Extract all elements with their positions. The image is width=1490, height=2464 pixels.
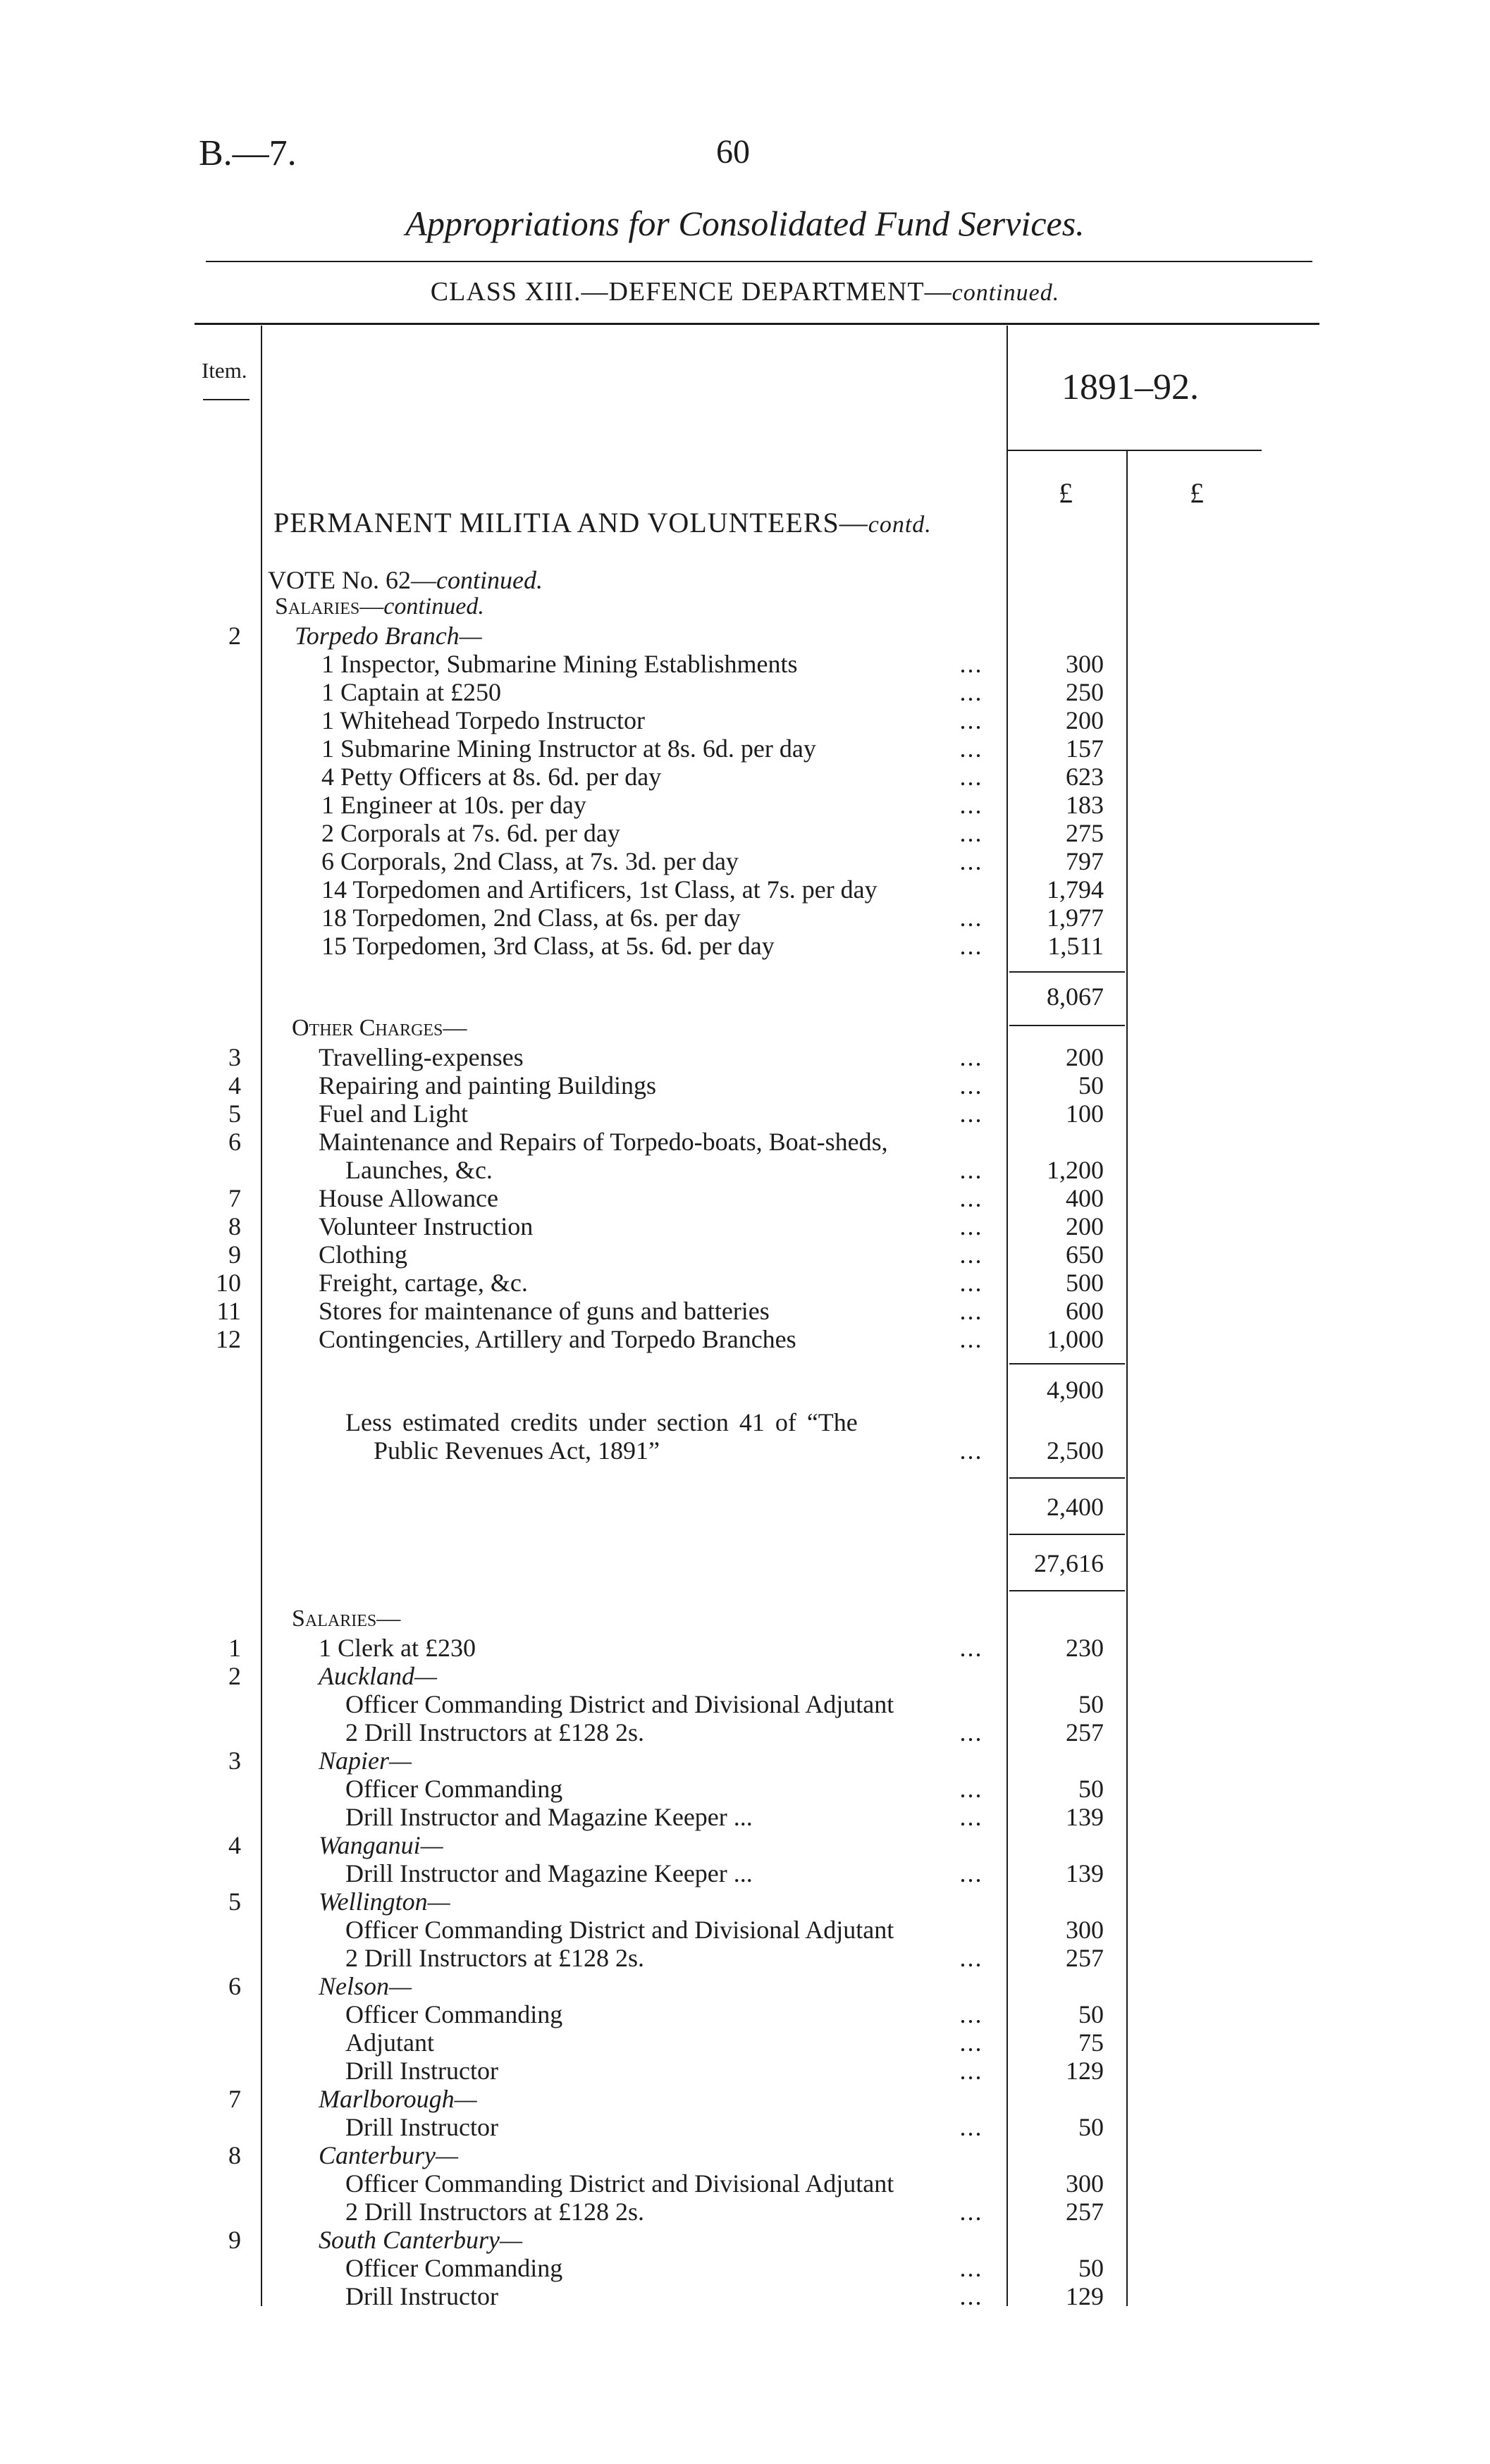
other-charges-subtotal: 4,900 [1047,1376,1104,1404]
item-number: 11 [216,1297,241,1325]
row-description: 2 Drill Instructors at £128 2s. [345,2198,644,2226]
table-row [0,1718,1490,1747]
torpedo-heading-row [0,622,1490,650]
row-description: Repairing and painting Buildings [319,1071,656,1099]
table-row [0,2226,1490,2254]
row-description: 18 Torpedomen, 2nd Class, at 6s. per day [321,904,741,932]
leader-dots: ... [959,1297,983,1325]
table-row [0,904,1490,932]
table-row [0,1043,1490,1071]
row-amount: 183 [1066,791,1104,819]
total-rule [1009,1590,1125,1591]
table-row [0,763,1490,791]
table-row [0,1803,1490,1831]
district-heading: Canterbury— [319,2141,458,2169]
item-number: 7 [228,2085,241,2113]
table-row [0,1831,1490,1859]
leader-dots: ... [959,2113,983,2141]
subtotal-rule [1009,1363,1125,1365]
leader-dots: ... [959,1436,983,1465]
other-charges-subtotal-row [0,1376,1490,1404]
table-row [0,847,1490,875]
table-row [0,734,1490,763]
row-description: 2 Corporals at 7s. 6d. per day [321,819,620,847]
class-continued: continued. [952,280,1060,306]
salaries-label: Salaries— [275,593,384,620]
leader-dots: ... [959,1269,983,1297]
table-row [0,932,1490,960]
row-amount: 129 [1066,2057,1104,2085]
class-title: CLASS XIII.—DEFENCE DEPARTMENT— [430,277,952,307]
item-number: 2 [228,622,241,650]
row-description: 14 Torpedomen and Artificers, 1st Class, at 7s. per day [321,875,878,904]
row-description: Launches, &c. [345,1156,493,1184]
row-amount: 650 [1066,1240,1104,1269]
leader-dots: ... [959,1212,983,1240]
table-row [0,2028,1490,2057]
row-description: House Allowance [319,1184,498,1212]
year-column-header: 1891–92. [1061,367,1199,407]
leader-dots: ... [959,1634,983,1662]
row-amount: 75 [1078,2028,1104,2057]
net-rule [1009,1477,1125,1479]
row-description: 6 Corporals, 2nd Class, at 7s. 3d. per day [321,847,739,875]
table-row [0,2198,1490,2226]
row-amount: 257 [1066,1718,1104,1747]
row-description: Travelling-expenses [319,1043,524,1071]
row-amount: 139 [1066,1803,1104,1831]
table-row [0,1240,1490,1269]
leader-dots: ... [959,650,983,678]
item-number: 5 [228,1887,241,1916]
row-amount: 50 [1078,2000,1104,2028]
district-heading: South Canterbury— [319,2226,523,2254]
table-row [0,1099,1490,1128]
item-number: 4 [228,1071,241,1099]
table-row [0,2141,1490,2169]
leader-dots: ... [959,819,983,847]
row-amount: 157 [1066,734,1104,763]
currency-header-1: £ [1059,477,1073,509]
leader-dots: ... [959,678,983,706]
item-number: 12 [216,1325,241,1353]
row-amount: 50 [1078,1775,1104,1803]
less-credits-row [0,1436,1490,1465]
leader-dots: ... [959,2057,983,2085]
table-row [0,2085,1490,2113]
row-description: 2 Drill Instructors at £128 2s. [345,1718,644,1747]
row-description: 1 Inspector, Submarine Mining Establishments [321,650,798,678]
subtotal-rule [1009,971,1125,973]
row-amount: 275 [1066,819,1104,847]
district-heading: Wellington— [319,1887,450,1916]
net-amount: 2,400 [1047,1493,1104,1521]
row-description: 1 Captain at £250 [321,678,501,706]
table-row [0,1859,1490,1887]
total-rule [1009,1025,1125,1026]
torpedo-total: 8,067 [1047,982,1104,1011]
row-description: Officer Commanding District and Divisional Adjutant [345,1916,894,1944]
table-row [0,1634,1490,1662]
row-amount: 50 [1078,1071,1104,1099]
section-heading [273,506,932,539]
table-row [0,1662,1490,1690]
row-description: Drill Instructor and Magazine Keeper ... [345,1803,753,1831]
row-amount: 300 [1066,650,1104,678]
item-number: 8 [228,1212,241,1240]
item-number: 3 [228,1747,241,1775]
table-row [0,1916,1490,1944]
item-number: 9 [228,2226,241,2254]
table-row [0,1156,1490,1184]
less-credits-amount: 2,500 [1047,1436,1104,1465]
page-number: 60 [716,133,750,171]
row-amount: 600 [1066,1297,1104,1325]
row-description: Clothing [319,1240,408,1269]
row-description: Drill Instructor [345,2057,498,2085]
vote-continued: continued. [436,566,543,594]
table-row [0,1690,1490,1718]
row-description: Drill Instructor [345,2113,498,2141]
row-amount: 257 [1066,1944,1104,1972]
table-row [0,791,1490,819]
row-description: Adjutant [345,2028,434,2057]
table-row [0,1972,1490,2000]
leader-dots: ... [959,2282,983,2310]
row-description: Officer Commanding District and Divisional Adjutant [345,1690,894,1718]
salaries-section-heading: Salaries— [292,1606,401,1632]
table-row [0,1887,1490,1916]
district-heading: Auckland— [319,1662,437,1690]
item-number: 9 [228,1240,241,1269]
leader-dots: ... [959,1718,983,1747]
table-row [0,1269,1490,1297]
table-row [0,1212,1490,1240]
row-amount: 1,200 [1047,1156,1104,1184]
title-rule [206,261,1312,262]
item-number: 6 [228,1972,241,2000]
row-description: Fuel and Light [319,1099,468,1128]
table-row [0,1775,1490,1803]
row-amount: 139 [1066,1859,1104,1887]
row-description: Stores for maintenance of guns and batteries [319,1297,770,1325]
table-row [0,1325,1490,1353]
item-number: 5 [228,1099,241,1128]
row-description: 1 Whitehead Torpedo Instructor [321,706,646,734]
table-row [0,2282,1490,2310]
row-description: Officer Commanding District and Divisional Adjutant [345,2169,894,2198]
row-description: Officer Commanding [345,2000,563,2028]
section-title-continued: contd. [868,512,932,538]
leader-dots: ... [959,1099,983,1128]
district-heading: Marlborough— [319,2085,477,2113]
row-description: Drill Instructor and Magazine Keeper ... [345,1859,753,1887]
item-number: 7 [228,1184,241,1212]
item-column-header: Item. [202,358,247,383]
leader-dots: ... [959,1071,983,1099]
document-reference: B.—7. [199,133,297,173]
leader-dots: ... [959,1944,983,1972]
less-credits-row [0,1408,1490,1436]
row-amount: 50 [1078,1690,1104,1718]
item-number: 8 [228,2141,241,2169]
table-row [0,875,1490,904]
torpedo-total-row [0,982,1490,1011]
leader-dots: ... [959,2254,983,2282]
total-rule [1009,1534,1125,1535]
vote-heading [268,565,543,595]
row-description: 2 Drill Instructors at £128 2s. [345,1944,644,1972]
row-amount: 300 [1066,1916,1104,1944]
leader-dots: ... [959,1325,983,1353]
table-row [0,1297,1490,1325]
table-top-rule [195,323,1319,325]
row-description: Maintenance and Repairs of Torpedo-boats, Boat-sheds, [319,1128,888,1156]
leader-dots: ... [959,1043,983,1071]
item-number: 4 [228,1831,241,1859]
table-row [0,678,1490,706]
leader-dots: ... [959,1156,983,1184]
row-amount: 1,794 [1047,875,1104,904]
salaries-continued: continued. [383,593,484,620]
less-credits-text: Less estimated credits under section 41 of “The [345,1408,858,1436]
year-rule [1008,450,1262,451]
leader-dots: ... [959,847,983,875]
torpedo-heading: Torpedo Branch— [295,622,482,650]
leader-dots: ... [959,1184,983,1212]
table-row [0,1747,1490,1775]
row-amount: 100 [1066,1099,1104,1128]
leader-dots: ... [959,791,983,819]
row-amount: 50 [1078,2113,1104,2141]
row-description: Volunteer Instruction [319,1212,534,1240]
leader-dots: ... [959,1803,983,1831]
row-description: 1 Engineer at 10s. per day [321,791,586,819]
row-description: Contingencies, Artillery and Torpedo Branches [319,1325,796,1353]
table-row [0,2057,1490,2085]
item-number: 3 [228,1043,241,1071]
leader-dots: ... [959,734,983,763]
grand-total: 27,616 [1034,1549,1104,1577]
row-description: Officer Commanding [345,2254,563,2282]
row-description: Freight, cartage, &c. [319,1269,528,1297]
leader-dots: ... [959,706,983,734]
row-amount: 200 [1066,1043,1104,1071]
row-amount: 230 [1066,1634,1104,1662]
district-heading: Wanganui— [319,1831,443,1859]
district-heading: Napier— [319,1747,412,1775]
less-credits-text: Public Revenues Act, 1891” [374,1436,660,1465]
row-amount: 200 [1066,1212,1104,1240]
leader-dots: ... [959,763,983,791]
table-row [0,2113,1490,2141]
row-amount: 797 [1066,847,1104,875]
section-title: PERMANENT MILITIA AND VOLUNTEERS— [273,507,868,538]
table-row [0,2000,1490,2028]
row-amount: 300 [1066,2169,1104,2198]
salaries-heading [275,593,484,620]
item-number: 10 [216,1269,241,1297]
table-row [0,2169,1490,2198]
row-description: 4 Petty Officers at 8s. 6d. per day [321,763,662,791]
row-amount: 250 [1066,678,1104,706]
class-heading [0,276,1490,307]
table-row [0,2254,1490,2282]
net-row [0,1493,1490,1521]
row-description: Officer Commanding [345,1775,563,1803]
table-row [0,1071,1490,1099]
leader-dots: ... [959,2198,983,2226]
item-number: 1 [228,1634,241,1662]
district-heading: Nelson— [319,1972,412,2000]
row-amount: 1,511 [1047,932,1104,960]
row-amount: 1,000 [1047,1325,1104,1353]
grand-total-row [0,1549,1490,1577]
row-description: 1 Clerk at £230 [319,1634,476,1662]
item-number: 2 [228,1662,241,1690]
row-description: 15 Torpedomen, 3rd Class, at 5s. 6d. per day [321,932,775,960]
row-amount: 50 [1078,2254,1104,2282]
leader-dots: ... [959,2000,983,2028]
row-amount: 400 [1066,1184,1104,1212]
leader-dots: ... [959,2028,983,2057]
leader-dots: ... [959,932,983,960]
table-row [0,706,1490,734]
table-row [0,1944,1490,1972]
row-amount: 500 [1066,1269,1104,1297]
leader-dots: ... [959,1240,983,1269]
row-description: 1 Submarine Mining Instructor at 8s. 6d. per day [321,734,816,763]
table-row [0,650,1490,678]
table-row [0,819,1490,847]
table-row [0,1128,1490,1156]
leader-dots: ... [959,1775,983,1803]
row-amount: 200 [1066,706,1104,734]
row-description: Drill Instructor [345,2282,498,2310]
leader-dots: ... [959,904,983,932]
page-title: Appropriations for Consolidated Fund Services. [405,204,1085,243]
currency-header-2: £ [1190,477,1204,509]
table-row [0,1184,1490,1212]
row-amount: 129 [1066,2282,1104,2310]
vote-label: VOTE No. 62— [268,566,436,594]
item-number: 6 [228,1128,241,1156]
row-amount: 623 [1066,763,1104,791]
row-amount: 1,977 [1047,904,1104,932]
leader-dots: ... [959,1859,983,1887]
row-amount: 257 [1066,2198,1104,2226]
item-rule [203,399,250,400]
other-charges-heading: Other Charges— [292,1015,467,1041]
